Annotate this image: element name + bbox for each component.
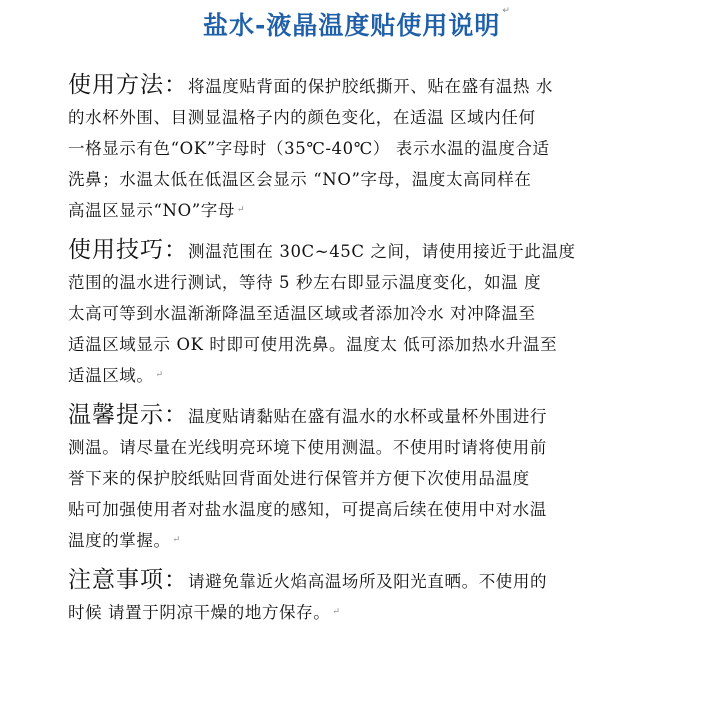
section-line-text: 适温区域。 [68,366,154,385]
page-title [0,6,714,42]
section-line: 请避免靠近火焰高温场所及阳光直晒。不使用的 [188,572,548,591]
section-line: 测温。请尽量在光线明亮环境下使用测温。不使用时请将使用前 [68,438,547,457]
section-usage-tips [68,231,628,391]
document-body [68,66,628,633]
section-line-last [68,360,628,391]
section-line-last [68,597,628,628]
paragraph-mark-icon: ↵ [155,370,164,380]
paragraph-mark-icon: ↵ [172,535,181,545]
paragraph-mark-icon: ↵ [502,6,511,16]
section-line-last [68,195,628,226]
section-line: 温度贴请黏贴在盛有温水的水杯或量杯外围进行 [188,407,548,426]
section-line: 测温范围在 30C~45C 之间，请使用接近于此温度 [188,242,576,261]
section-line: 一格显示有色“OK”字母时（35℃-40℃） 表示水温的温度合适 [68,139,550,158]
section-line: 适温区域显示 OK 时即可使用洗鼻。温度太 低可添加热水升温至 [68,335,558,354]
section-line: 范围的温水进行测试，等待 5 秒左右即显示温度变化，如温 度 [68,273,542,292]
section-warm-tips [68,396,628,556]
section-line: 誉下来的保护胶纸贴回背面处进行保管并方便下次使用品温度 [68,469,530,488]
paragraph-mark-icon: ↵ [332,607,341,617]
section-line: 太高可等到水温渐渐降温至适温区域或者添加冷水 对冲降温至 [68,304,536,323]
section-line-text: 时候 请置于阴凉干燥的地方保存。 [68,603,331,622]
section-heading: 温馨提示： [68,402,188,428]
section-heading: 使用方法： [68,72,188,98]
section-line: 贴可加强使用者对盐水温度的感知，可提高后续在使用中对水温 [68,500,547,519]
section-line: 将温度贴背面的保护胶纸撕开、贴在盛有温热 水 [188,77,553,96]
section-heading: 使用技巧： [68,237,188,263]
section-line: 洗鼻；水温太低在低温区会显示 “NO”字母，温度太高同样在 [68,170,532,189]
section-line-text: 高温区显示“NO”字母 [68,201,235,220]
paragraph-mark-icon: ↵ [236,205,246,215]
section-line-last [68,525,628,556]
title-text: 盐水-液晶温度贴使用说明 [203,11,501,40]
section-heading: 注意事项： [68,567,188,593]
section-line: 的水杯外围、目测显温格子内的颜色变化，在适温 区域内任何 [68,108,536,127]
section-usage-method [68,66,628,226]
section-precautions [68,561,628,628]
section-line-text: 温度的掌握。 [68,531,171,550]
